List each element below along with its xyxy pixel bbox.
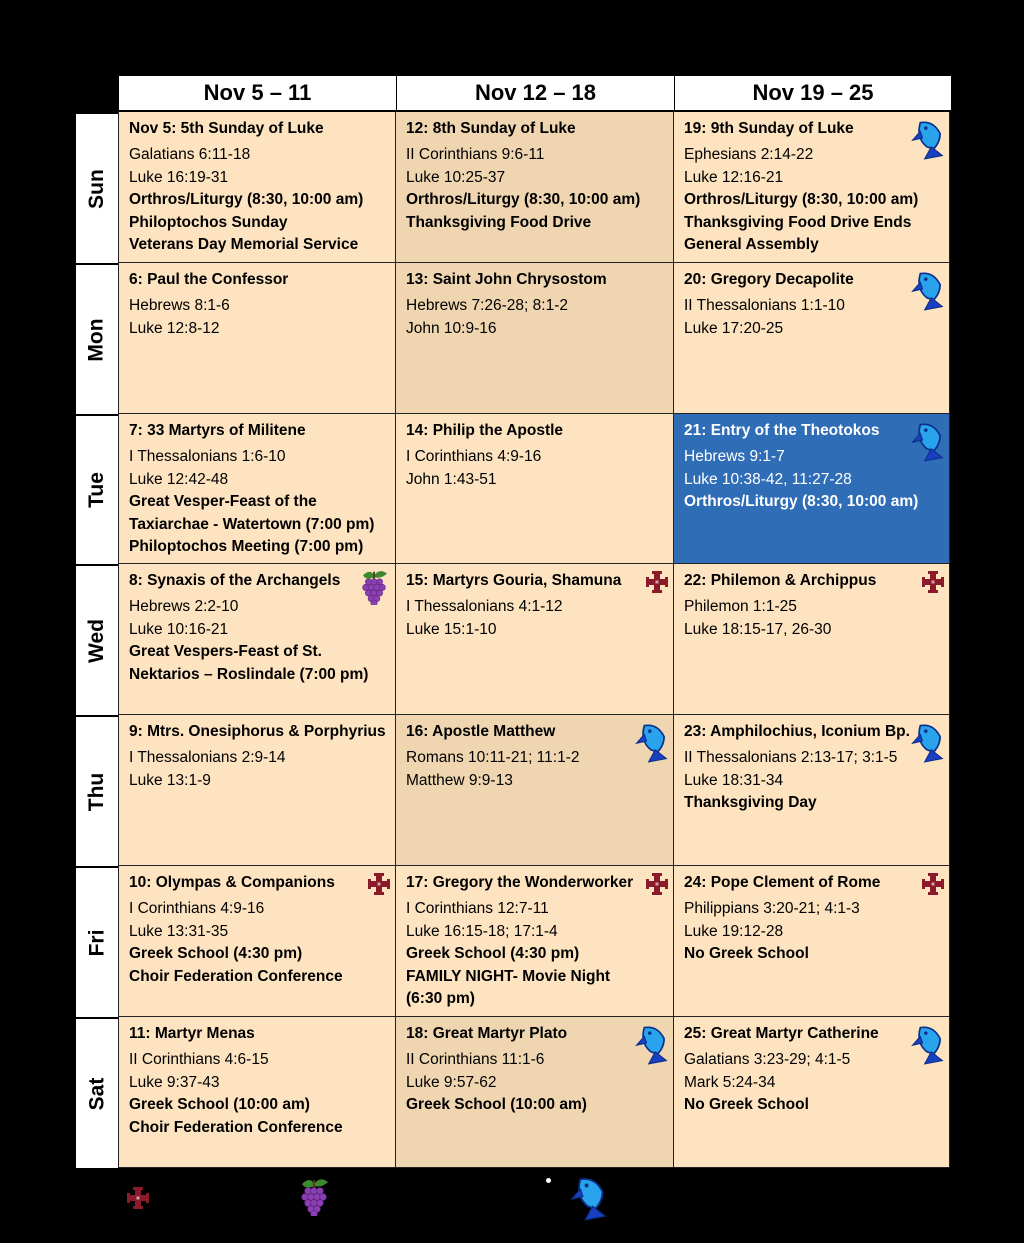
day-cell bbox=[118, 866, 396, 1017]
day-cell bbox=[396, 866, 674, 1017]
scripture-reading: II Corinthians 4:6-15 bbox=[129, 1051, 269, 1069]
day-label-text: Fri bbox=[85, 929, 108, 956]
scripture-reading: Hebrews 9:1-7 bbox=[684, 448, 785, 466]
day-cell bbox=[674, 112, 950, 263]
scripture-reading: Luke 19:12-28 bbox=[684, 922, 784, 940]
event-item: Thanksgiving Food Drive Ends bbox=[684, 213, 912, 231]
cell-title: 15: Martyrs Gouria, Shamuna bbox=[406, 572, 622, 589]
day-label-text: Sat bbox=[85, 1077, 108, 1110]
event-item: Great Vespers-Feast of St. bbox=[129, 643, 322, 661]
scripture-reading: Ephesians 2:14-22 bbox=[684, 146, 814, 164]
scripture-reading: I Thessalonians 2:9-14 bbox=[129, 749, 286, 767]
grapes-icon bbox=[357, 568, 391, 605]
legend-cross-icon bbox=[126, 1186, 150, 1210]
scripture-reading: II Thessalonians 2:13-17; 3:1-5 bbox=[684, 749, 898, 767]
cell-title: 20: Gregory Decapolite bbox=[684, 271, 854, 288]
event-item: Veterans Day Memorial Service bbox=[129, 236, 359, 254]
scripture-reading: Luke 13:31-35 bbox=[129, 922, 229, 940]
legend-fish-icon bbox=[570, 1172, 608, 1221]
cell-title: 13: Saint John Chrysostom bbox=[406, 271, 607, 288]
day-label-tue bbox=[76, 414, 118, 564]
event-item: General Assembly bbox=[684, 236, 819, 254]
day-cell bbox=[396, 263, 674, 414]
event-item: Orthros/Liturgy (8:30, 10:00 am) bbox=[129, 191, 364, 209]
scripture-reading: II Thessalonians 1:1-10 bbox=[684, 297, 845, 315]
event-item: Thanksgiving Day bbox=[684, 794, 817, 812]
scripture-reading: Luke 9:57-62 bbox=[406, 1073, 497, 1091]
cell-title: 8: Synaxis of the Archangels bbox=[129, 572, 341, 589]
day-label-sat bbox=[76, 1017, 118, 1168]
fish-icon bbox=[635, 1021, 669, 1065]
scripture-reading: Galatians 6:11-18 bbox=[129, 146, 251, 164]
cell-title: 6: Paul the Confessor bbox=[129, 271, 289, 288]
cell-title: 7: 33 Martyrs of Militene bbox=[129, 422, 306, 439]
scripture-reading: Hebrews 7:26-28; 8:1-2 bbox=[406, 297, 568, 315]
fish-icon bbox=[911, 719, 945, 763]
cell-title: 18: Great Martyr Plato bbox=[406, 1025, 568, 1042]
scripture-reading: Luke 16:15-18; 17:1-4 bbox=[406, 922, 558, 940]
legend-grapes-icon bbox=[296, 1176, 332, 1216]
event-item: Choir Federation Conference bbox=[129, 967, 343, 985]
day-cell bbox=[396, 1017, 674, 1168]
day-cell bbox=[396, 715, 674, 866]
cell-title: 25: Great Martyr Catherine bbox=[684, 1025, 879, 1042]
scripture-reading: Philippians 3:20-21; 4:1-3 bbox=[684, 900, 860, 918]
event-item: Thanksgiving Food Drive bbox=[406, 213, 592, 231]
event-item: Choir Federation Conference bbox=[129, 1118, 343, 1136]
cross-icon bbox=[645, 570, 669, 594]
event-item: Orthros/Liturgy (8:30, 10:00 am) bbox=[684, 191, 919, 209]
day-label-wed bbox=[76, 564, 118, 715]
day-cell bbox=[118, 414, 396, 564]
scripture-reading: Luke 16:19-31 bbox=[129, 168, 229, 186]
day-label-text: Thu bbox=[84, 772, 108, 811]
event-item: Greek School (4:30 pm) bbox=[129, 945, 303, 963]
scripture-reading: Luke 12:16-21 bbox=[684, 168, 784, 186]
day-cell bbox=[674, 1017, 950, 1168]
cell-title: 19: 9th Sunday of Luke bbox=[684, 120, 854, 137]
event-item: Philoptochos Meeting (7:00 pm) bbox=[129, 538, 364, 556]
event-item: (6:30 pm) bbox=[406, 990, 475, 1008]
day-cell bbox=[674, 715, 950, 866]
fish-icon bbox=[911, 418, 945, 462]
day-label-thu bbox=[76, 715, 118, 866]
cell-title: 9: Mtrs. Onesiphorus & Porphyrius bbox=[129, 723, 386, 740]
event-item: Greek School (4:30 pm) bbox=[406, 945, 580, 963]
day-cell bbox=[396, 414, 674, 564]
day-cell bbox=[674, 866, 950, 1017]
scripture-reading: I Corinthians 4:9-16 bbox=[129, 900, 265, 918]
day-cell bbox=[118, 564, 396, 715]
event-item: Taxiarchae - Watertown (7:00 pm) bbox=[129, 515, 375, 533]
day-cell bbox=[396, 112, 674, 263]
scripture-reading: Luke 10:16-21 bbox=[129, 620, 229, 638]
event-item: Greek School (10:00 am) bbox=[129, 1096, 310, 1114]
scripture-reading: I Corinthians 4:9-16 bbox=[406, 448, 542, 466]
scripture-reading: I Thessalonians 4:1-12 bbox=[406, 598, 563, 616]
day-cell bbox=[396, 564, 674, 715]
day-label-text: Mon bbox=[85, 317, 108, 362]
week-header-2: Nov 12 – 18 bbox=[396, 76, 674, 110]
scripture-reading: Luke 10:25-37 bbox=[406, 168, 506, 186]
cell-title: Nov 5: 5th Sunday of Luke bbox=[129, 120, 324, 137]
day-label-fri bbox=[76, 866, 118, 1017]
event-item: Nektarios – Roslindale (7:00 pm) bbox=[129, 665, 369, 683]
event-item: FAMILY NIGHT- Movie Night bbox=[406, 967, 611, 985]
scripture-reading: Luke 18:31-34 bbox=[684, 771, 784, 789]
cell-title: 12: 8th Sunday of Luke bbox=[406, 120, 576, 137]
event-item: No Greek School bbox=[684, 1096, 809, 1114]
scripture-reading: Luke 12:8-12 bbox=[129, 319, 220, 337]
scripture-reading: Luke 15:1-10 bbox=[406, 620, 497, 638]
day-cell bbox=[118, 1017, 396, 1168]
cell-title: 10: Olympas & Companions bbox=[129, 874, 335, 891]
event-item: Great Vesper-Feast of the bbox=[129, 493, 317, 511]
scripture-reading: John 1:43-51 bbox=[406, 470, 497, 488]
scripture-reading: II Corinthians 11:1-6 bbox=[406, 1051, 545, 1069]
scripture-reading: Galatians 3:23-29; 4:1-5 bbox=[684, 1051, 851, 1069]
cross-icon bbox=[645, 872, 669, 896]
scripture-reading: Mark 5:24-34 bbox=[684, 1073, 776, 1091]
fish-icon bbox=[911, 1021, 945, 1065]
cell-title: 17: Gregory the Wonderworker bbox=[406, 874, 634, 891]
day-cell bbox=[118, 263, 396, 414]
scripture-reading: I Corinthians 12:7-11 bbox=[406, 900, 549, 918]
scripture-reading: II Corinthians 9:6-11 bbox=[406, 146, 545, 164]
day-label-text: Sun bbox=[84, 168, 108, 209]
cross-icon bbox=[367, 872, 391, 896]
scripture-reading: Luke 9:37-43 bbox=[129, 1073, 220, 1091]
week-header-1: Nov 5 – 11 bbox=[118, 76, 396, 110]
cell-title: 23: Amphilochius, Iconium Bp. bbox=[684, 723, 910, 740]
event-item: Orthros/Liturgy (8:30, 10:00 am) bbox=[406, 191, 641, 209]
cell-title: 21: Entry of the Theotokos bbox=[684, 422, 880, 439]
day-label-text: Tue bbox=[85, 472, 108, 508]
cell-title: 16: Apostle Matthew bbox=[406, 723, 556, 740]
day-cell bbox=[674, 564, 950, 715]
cross-icon bbox=[921, 570, 945, 594]
fish-icon bbox=[911, 267, 945, 311]
cell-title: 24: Pope Clement of Rome bbox=[684, 874, 881, 891]
scripture-reading: John 10:9-16 bbox=[406, 319, 497, 337]
scripture-reading: Philemon 1:1-25 bbox=[684, 598, 797, 616]
scripture-reading: Luke 13:1-9 bbox=[129, 771, 211, 789]
scripture-reading: Luke 18:15-17, 26-30 bbox=[684, 620, 832, 638]
cross-icon bbox=[921, 872, 945, 896]
day-label-mon bbox=[76, 263, 118, 414]
day-cell bbox=[674, 414, 950, 564]
event-item: No Greek School bbox=[684, 945, 809, 963]
event-item: Greek School (10:00 am) bbox=[406, 1096, 587, 1114]
cell-title: 11: Martyr Menas bbox=[129, 1025, 255, 1042]
event-item: Orthros/Liturgy (8:30, 10:00 am) bbox=[684, 493, 919, 511]
day-label-sun bbox=[76, 112, 118, 263]
scripture-reading: Hebrews 2:2-10 bbox=[129, 598, 239, 616]
cell-title: 14: Philip the Apostle bbox=[406, 422, 564, 439]
fish-icon bbox=[635, 719, 669, 763]
event-item: Philoptochos Sunday bbox=[129, 213, 288, 231]
scripture-reading: Luke 17:20-25 bbox=[684, 319, 784, 337]
scripture-reading: Matthew 9:9-13 bbox=[406, 771, 513, 789]
day-cell bbox=[674, 263, 950, 414]
day-label-text: Wed bbox=[85, 618, 109, 663]
scripture-reading: Hebrews 8:1-6 bbox=[129, 297, 230, 315]
cell-title: 22: Philemon & Archippus bbox=[684, 572, 877, 589]
scripture-reading: I Thessalonians 1:6-10 bbox=[129, 448, 286, 466]
fish-icon bbox=[911, 116, 945, 160]
legend-dot bbox=[546, 1178, 551, 1183]
scripture-reading: Luke 10:38-42, 11:27-28 bbox=[684, 470, 852, 488]
scripture-reading: Romans 10:11-21; 11:1-2 bbox=[406, 749, 580, 767]
week-header-3: Nov 19 – 25 bbox=[674, 76, 952, 110]
day-cell bbox=[118, 715, 396, 866]
day-cell bbox=[118, 112, 396, 263]
scripture-reading: Luke 12:42-48 bbox=[129, 470, 229, 488]
